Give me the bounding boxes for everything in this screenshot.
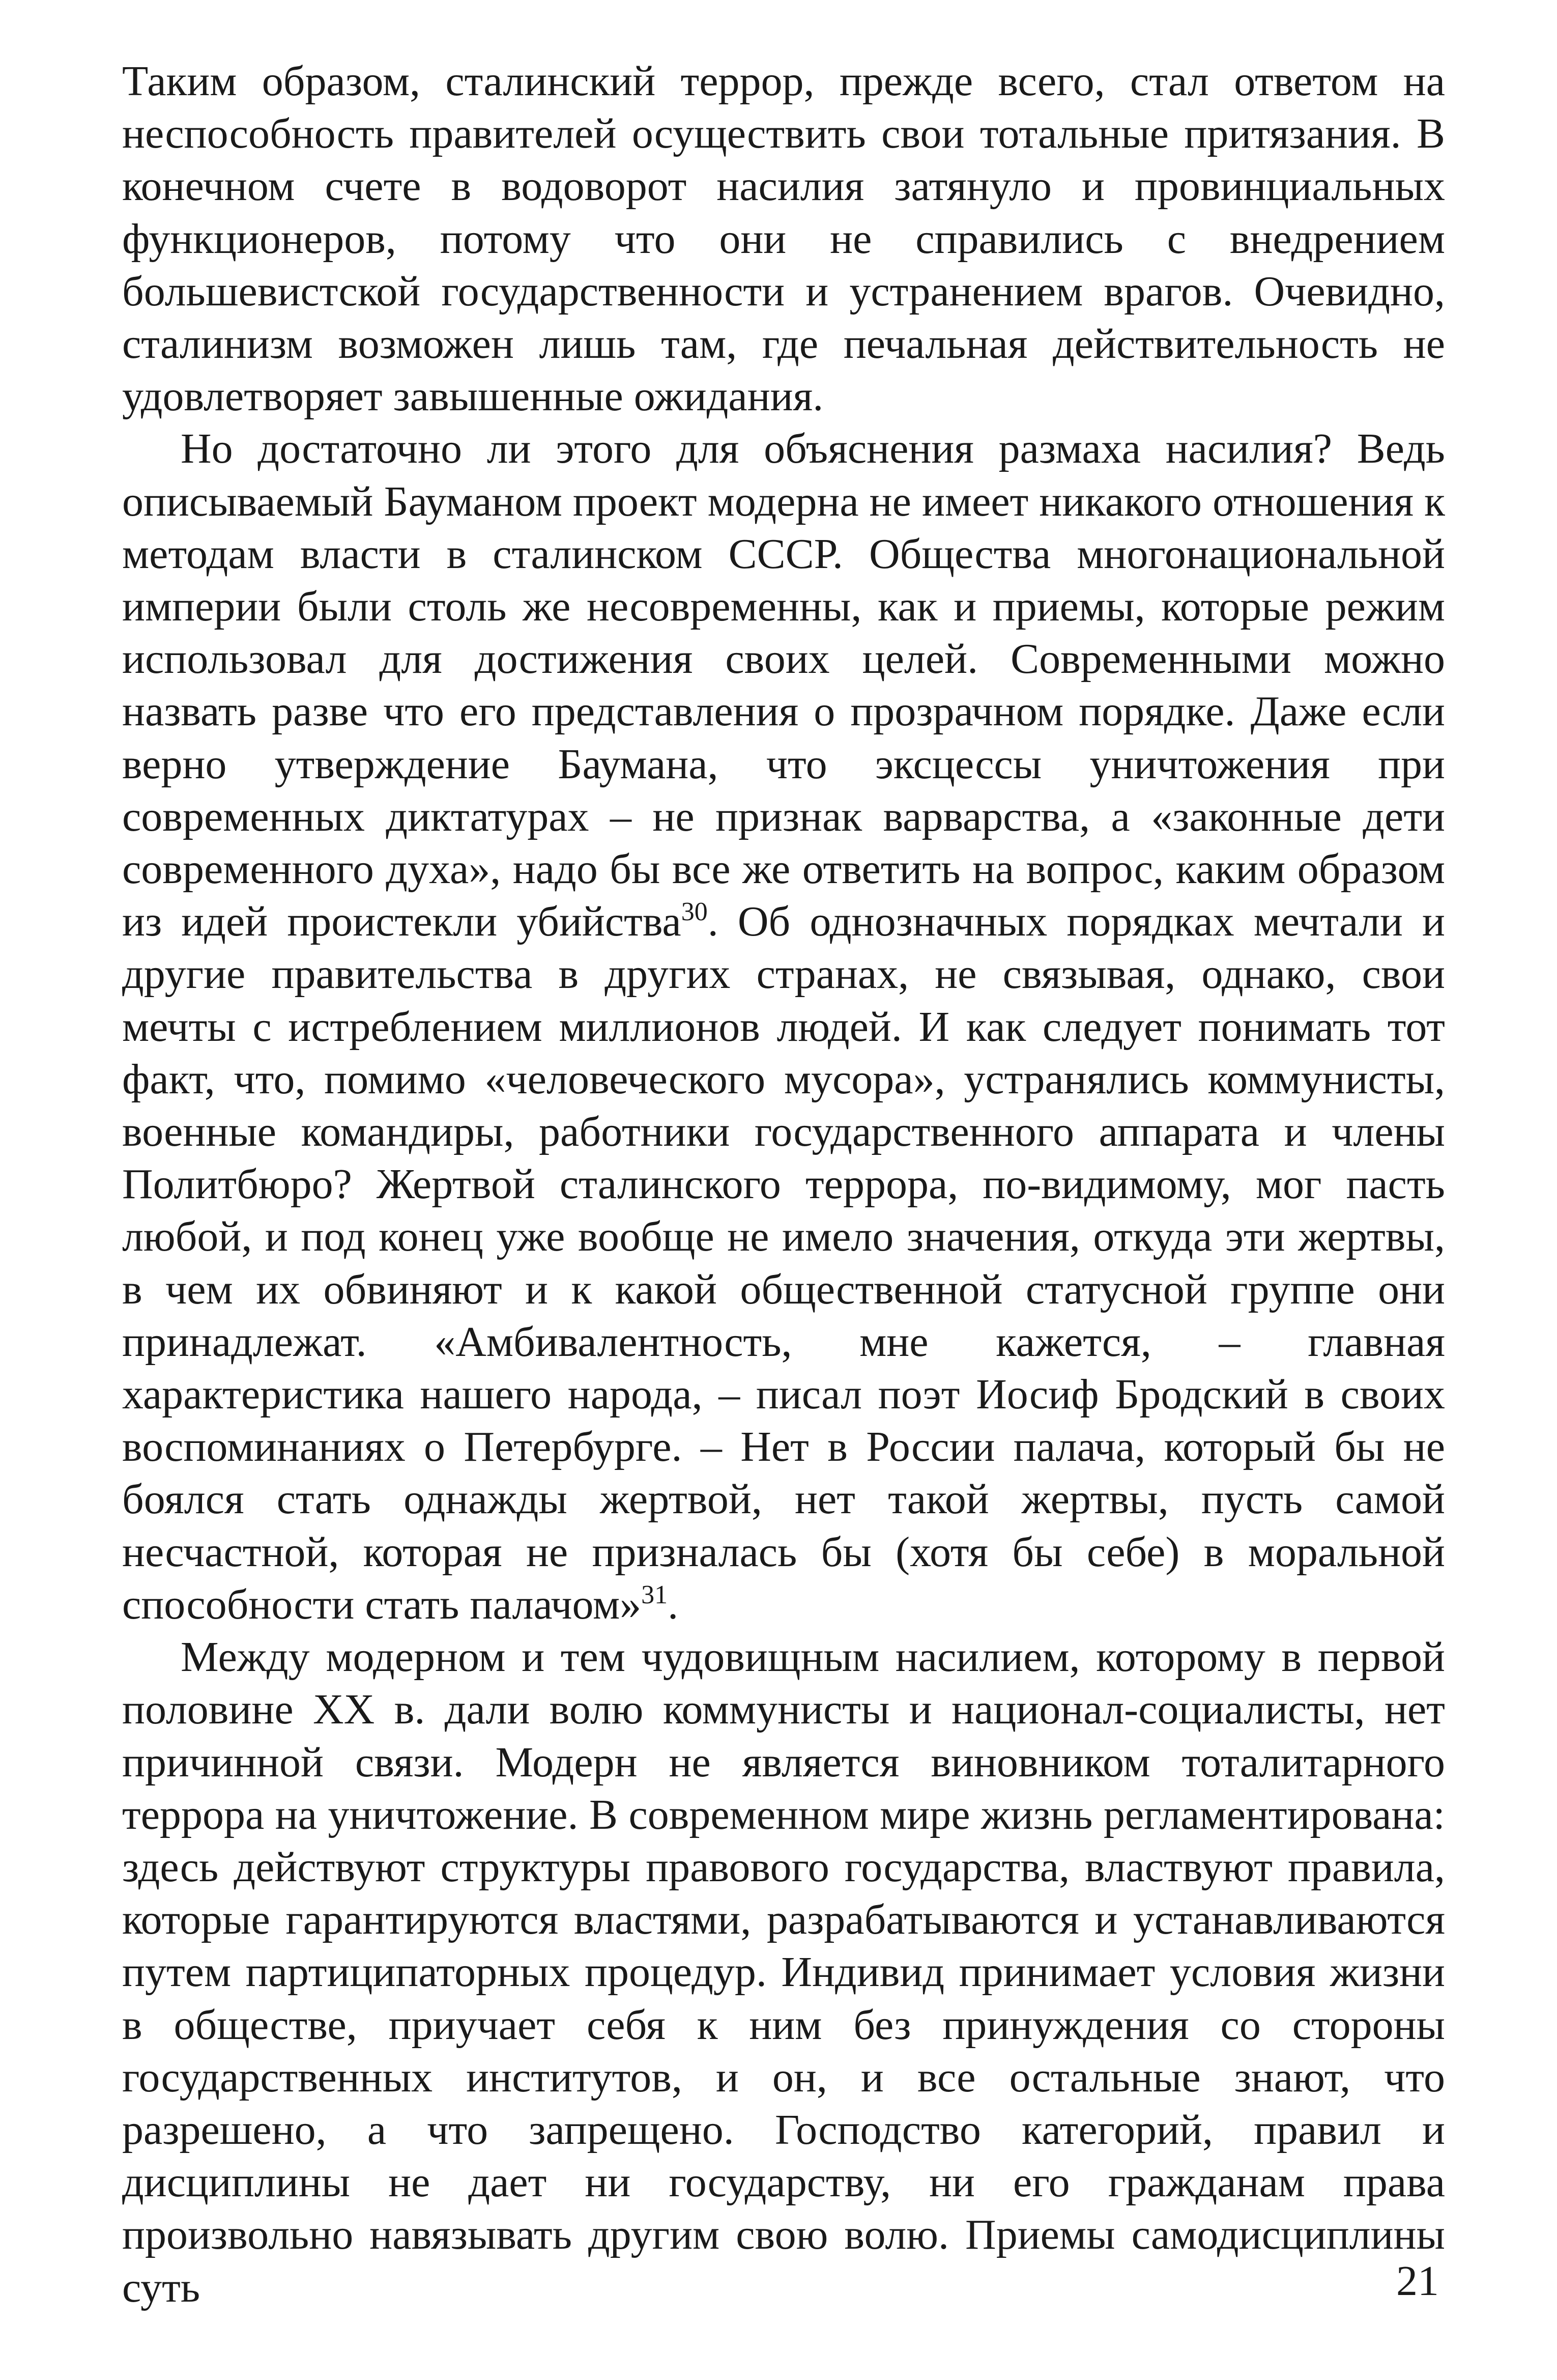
paragraph-2-text-a: Но достаточно ли этого для объяснения размаха насилия? Ведь описываемый Бауманом проект модерна не имеет никакого отношения к методам власти в сталинском СССР. Общества многонациональной империи были столь же несовременны, как и приемы, которые режим использовал для достижения своих целей. Современными можно назвать разве что его представления о прозрачном порядке. Даже если верно утверждение Баумана, что эксцессы уничтожения при современных диктатурах – не признак варварства, а «законные дети современного духа», надо бы все же ответить на вопрос, каким образом из идей проистекли убийства <box>122 425 1445 946</box>
footnote-ref-30: 30 <box>681 897 708 927</box>
paragraph-1-text: Таким образом, сталинский террор, прежде всего, стал ответом на неспособность правителей осуществить свои тотальные притязания. В конечном счете в водоворот насилия затянуло и провинциальных функционеров, потому что они не справились с внедрением большевистской государственности и устранением врагов. Очевидно, сталинизм возможен лишь там, где печальная действительность не удовлетворяет завышенные ожидания. <box>122 58 1445 420</box>
body-text <box>122 55 1445 2314</box>
paragraph-2-text-c: . <box>668 1580 679 1628</box>
paragraph-2-text-b: . Об однозначных порядках мечтали и другие правительства в других странах, не связывая, однако, свои мечты с истреблением миллионов людей. И как следует понимать тот факт, что, помимо «человеческого мусора», устранялись коммунисты, военные командиры, работники государственного аппарата и члены Политбюро? Жертвой сталинского террора, по-видимому, мог пасть любой, и под конец уже вообще не имело значения, откуда эти жертвы, в чем их обвиняют и к какой общественной статусной группе они принадлежат. «Амбивалентность, мне кажется, – главная характеристика нашего народа, – писал поэт Иосиф Бродский в своих воспоминаниях о Петербурге. – Нет в России палача, который бы не боялся стать однажды жертвой, нет такой жертвы, пусть самой несчастной, которая не призналась бы (хотя бы себе) в моральной способности стать палачом» <box>122 898 1446 1628</box>
paragraph-1 <box>122 55 1445 422</box>
paragraph-2 <box>122 422 1445 1631</box>
page-number: 21 <box>1396 2257 1439 2305</box>
paragraph-3 <box>122 1631 1445 2314</box>
paragraph-3-text: Между модерном и тем чудовищным насилием, которому в первой половине XX в. дали волю коммунисты и национал-социалисты, нет причинной связи. Модерн не является виновником тоталитарного террора на уничтожение. В современном мире жизнь регламентирована: здесь действуют структуры правового государства, властвуют правила, которые гарантируются властями, разрабатываются и устанавливаются путем партиципаторных процедур. Индивид принимает условия жизни в обществе, приучает себя к ним без принуждения со стороны государственных институтов, и он, и все остальные знают, что разрешено, а что запрещено. Господство категорий, правил и дисциплины не дает ни государству, ни его гражданам права произвольно навязывать другим свою волю. Приемы самодисциплины суть <box>122 1633 1445 2311</box>
footnote-ref-31: 31 <box>641 1580 668 1609</box>
